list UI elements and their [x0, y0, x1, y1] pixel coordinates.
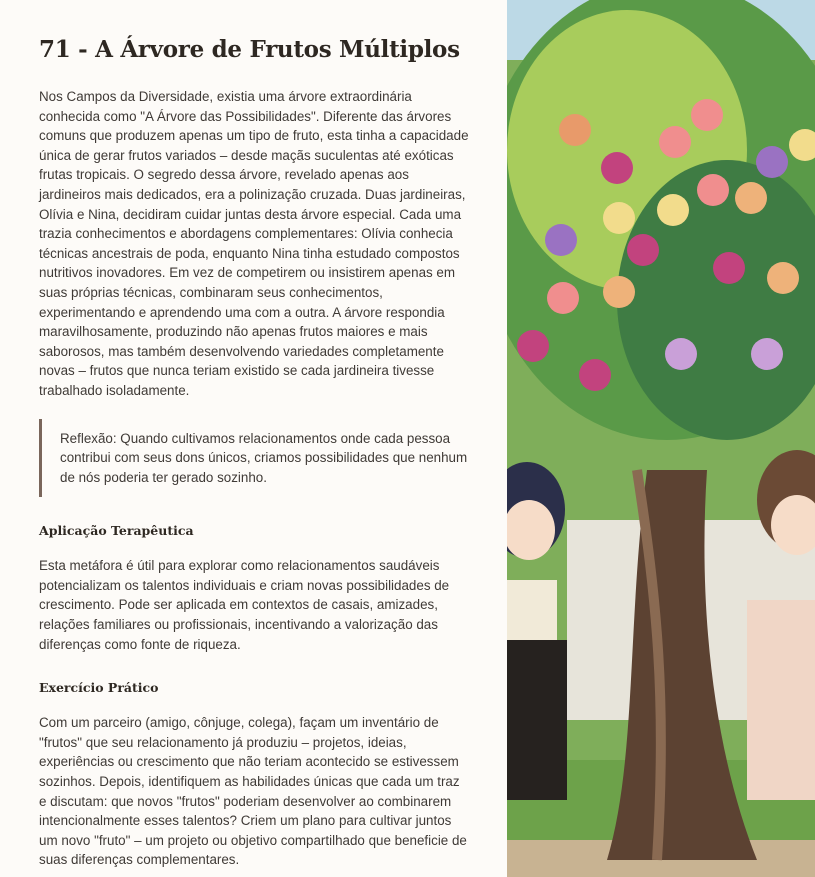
fruit [756, 146, 788, 178]
fruit [657, 194, 689, 226]
fruit [547, 282, 579, 314]
page-title: 71 - A Árvore de Frutos Múltiplos [39, 36, 460, 63]
application-heading: Aplicação Terapêutica [39, 523, 194, 539]
fruit [545, 224, 577, 256]
exercise-heading: Exercício Prático [39, 680, 159, 696]
reflection-text: Reflexão: Quando cultivamos relacionamentos onde cada pessoa contribui com seus dons únicos, criamos possibilidades que nenhum de nós poderia ter gerado sozinho. [60, 430, 468, 485]
fruit [691, 99, 723, 131]
story-paragraph: Nos Campos da Diversidade, existia uma árvore extraordinária conhecida como "A Árvore das Possibilidades". Diferente das árvores comuns que produzem apenas um tipo de fruto, esta tinha a capacidade única de gerar frutos variados – desde maçãs suculentas até exóticas frutas tropicais. O segredo dessa árvore, revelado apenas aos jardineiros mais dedicados, era a polinização cruzada. Duas jardineiras, Olívia e Nina, decidiram cuidar juntas desta árvore especial. Cada uma trazia conhecimentos e abordagens complementares: Olívia conhecia técnicas ancestrais de poda, enquanto Nina tinha estudado compostos nutritivos inovadores. Em vez de competirem ou insistirem apenas em suas próprias técnicas, combinaram seus conhecimentos, experimentando e aprendendo uma com a outra. A árvore respondia maravilhosamente, produzindo não apenas frutos maiores e mais saborosos, mas também desenvolvendo variedades completamente novas – frutos que nunca teriam existido se cada jardineira tivesse trabalhado isoladamente. [39, 89, 469, 398]
fruit [697, 174, 729, 206]
fruit [601, 152, 633, 184]
reflection-quote [39, 419, 469, 498]
fruit [603, 276, 635, 308]
fruit [665, 338, 697, 370]
fruit [603, 202, 635, 234]
fruit [767, 262, 799, 294]
fruit [627, 234, 659, 266]
fruit [735, 182, 767, 214]
fruit [517, 330, 549, 362]
fruit [713, 252, 745, 284]
exercise-paragraph: Com um parceiro (amigo, cônjuge, colega), façam um inventário de "frutos" que seu relacionamento já produziu – projetos, ideias, experiências ou crescimento que não teriam acontecido se estivessem sozinhos. Depois, identifiquem as habilidades únicas que cada um traz e discutam: que novos "frutos" poderiam desenvolver ao combinarem intencionalmente esses talentos? Criem um plano para cultivar juntos um novo "fruto" – um projeto ou objetivo compartilhado que beneficie de suas diferenças complementares. [39, 715, 467, 868]
girl-right [747, 450, 815, 800]
fruit [751, 338, 783, 370]
fruit [559, 114, 591, 146]
fruit [579, 359, 611, 391]
article [39, 30, 469, 870]
tree-illustration [507, 0, 815, 877]
application-paragraph: Esta metáfora é útil para explorar como relacionamentos saudáveis potencializam os talentos individuais e criam novas possibilidades de crescimento. Pode ser aplicada em contextos de casais, amizades, relações familiares ou profissionais, incentivando a valorização das diferenças como fonte de riqueza. [39, 558, 450, 652]
fruit [659, 126, 691, 158]
